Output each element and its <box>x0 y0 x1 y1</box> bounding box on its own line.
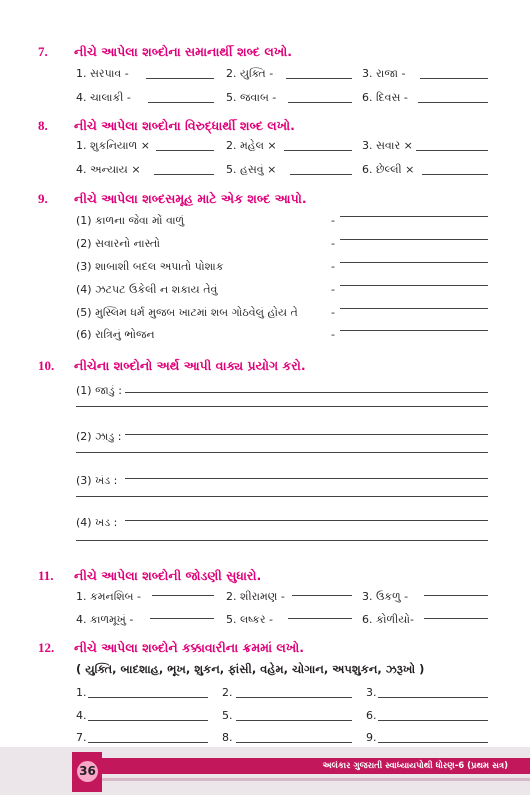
q7-item-3: 3. રાજા - <box>362 67 406 80</box>
q9-answer-line-2[interactable] <box>340 239 488 240</box>
q11-item-2: 2. શીરામણ - <box>226 590 285 603</box>
page-number: 36 <box>77 761 98 782</box>
q11-item-5: 5. લષ્કર - <box>226 613 273 626</box>
q10-answer-line-1a[interactable] <box>125 392 488 393</box>
q12-answer-line-8[interactable] <box>236 742 352 743</box>
question-10-number: 10. <box>38 358 55 373</box>
q10-word-3: (3) ખંડ : <box>76 474 118 487</box>
q9-dash-5: - <box>331 306 335 319</box>
q10-answer-line-4b[interactable] <box>76 540 488 541</box>
q12-slot-label-4: 4. <box>76 709 87 722</box>
question-10-title: નીચેના શબ્દોનો અર્થ આપી વાક્ય પ્રયોગ કરો. <box>74 358 306 373</box>
q7-answer-line-2[interactable] <box>286 78 352 79</box>
q7-item-2: 2. યુક્તિ - <box>226 67 274 80</box>
q12-answer-line-2[interactable] <box>236 697 352 698</box>
q8-item-4: 4. અન્યાય × <box>76 163 141 176</box>
footer-book-title: અલંકાર ગુજરાતી સ્વાધ્યાયપોથી ધોરણ-6 (પ્રથમ સત્ર) <box>322 761 508 771</box>
q8-answer-line-6[interactable] <box>422 174 488 175</box>
question-7-number: 7. <box>38 44 48 59</box>
q8-answer-line-3[interactable] <box>416 150 488 151</box>
q10-word-1: (1) જાડું : <box>76 384 122 397</box>
question-9-title: નીચે આપેલા શબ્દસમૂહ માટે એક શબ્દ આપો. <box>74 191 307 206</box>
q12-answer-line-6[interactable] <box>378 720 488 721</box>
question-12-title: નીચે આપેલા શબ્દોને કક્કાવારીના ક્રમમાં લખો. <box>74 640 304 655</box>
q9-answer-line-6[interactable] <box>340 330 488 331</box>
q9-dash-6: - <box>331 328 335 341</box>
q12-slot-label-3: 3. <box>366 686 377 699</box>
q7-answer-line-1[interactable] <box>146 78 214 79</box>
q10-word-4: (4) ખડ : <box>76 516 118 529</box>
q11-answer-line-3[interactable] <box>424 595 488 596</box>
q9-answer-line-3[interactable] <box>340 262 488 263</box>
question-11-title: નીચે આપેલા શબ્દોની જોડણી સુધારો. <box>74 568 262 583</box>
q11-item-1: 1. કમનશિબ - <box>76 590 141 603</box>
q9-answer-line-4[interactable] <box>340 285 488 286</box>
q9-phrase-4: (4) ઝટપટ ઉકેલી ન શકાય તેવું <box>76 283 218 296</box>
q12-answer-line-9[interactable] <box>378 742 488 743</box>
q12-slot-label-8: 8. <box>222 731 233 744</box>
q12-slot-label-1: 1. <box>76 686 87 699</box>
q11-item-3: 3. ઉકળુ - <box>362 590 409 603</box>
q8-answer-line-5[interactable] <box>290 174 352 175</box>
q12-slot-label-5: 5. <box>222 709 233 722</box>
question-8-number: 8. <box>38 118 48 133</box>
q8-item-2: 2. મહેલ × <box>226 139 277 152</box>
question-12-number: 12. <box>38 640 55 655</box>
q12-slot-label-7: 7. <box>76 731 87 744</box>
question-9-number: 9. <box>38 191 48 206</box>
q9-dash-4: - <box>331 283 335 296</box>
q11-answer-line-4[interactable] <box>150 618 214 619</box>
q11-item-6: 6. કોળીયો- <box>362 613 414 626</box>
q7-answer-line-5[interactable] <box>288 102 352 103</box>
q12-slot-label-9: 9. <box>366 731 377 744</box>
q8-answer-line-1[interactable] <box>156 150 214 151</box>
q10-answer-line-3a[interactable] <box>125 478 488 479</box>
q10-answer-line-2b[interactable] <box>76 452 488 453</box>
q11-answer-line-6[interactable] <box>424 618 488 619</box>
footer-divider <box>95 778 530 781</box>
q9-phrase-3: (3) શાબાશી બદલ અપાતો પોશાક <box>76 260 224 273</box>
q7-answer-line-6[interactable] <box>418 102 488 103</box>
q10-word-2: (2) ઝાડુ : <box>76 430 122 443</box>
q7-item-5: 5. જવાબ - <box>226 91 277 104</box>
q9-phrase-2: (2) સવારનો નાસ્તો <box>76 237 161 250</box>
q9-phrase-5: (5) મુસ્લિમ ધર્મ મુજબ ખાટમાં શબ ગોઠવેલું હોય તે <box>76 306 298 319</box>
q10-answer-line-4a[interactable] <box>125 520 488 521</box>
q12-slot-label-2: 2. <box>222 686 233 699</box>
q9-phrase-6: (6) રાત્રિનું ભોજન <box>76 328 155 341</box>
q9-answer-line-5[interactable] <box>340 308 488 309</box>
q8-item-5: 5. હસવું × <box>226 163 277 176</box>
q11-answer-line-5[interactable] <box>288 618 352 619</box>
q11-item-4: 4. કાળમૂખું - <box>76 613 134 626</box>
question-8-title: નીચે આપેલા શબ્દોના વિરુદ્ધાર્થી શબ્દ લખો. <box>74 118 295 133</box>
q8-answer-line-4[interactable] <box>154 174 214 175</box>
question-7-title: નીચે આપેલા શબ્દોના સમાનાર્થી શબ્દ લખો. <box>74 44 292 59</box>
q9-dash-1: - <box>331 214 335 227</box>
q8-item-1: 1. શુકનિયાળ × <box>76 139 150 152</box>
q11-answer-line-2[interactable] <box>292 595 352 596</box>
q12-answer-line-7[interactable] <box>88 742 208 743</box>
q8-answer-line-2[interactable] <box>284 150 352 151</box>
q7-item-4: 4. ચાલાકી - <box>76 91 131 104</box>
q12-answer-line-3[interactable] <box>378 697 488 698</box>
question-11-number: 11. <box>38 568 54 583</box>
q8-item-6: 6. છેલ્લી × <box>362 163 415 176</box>
q10-answer-line-3b[interactable] <box>76 496 488 497</box>
q7-item-6: 6. દિવસ - <box>362 91 408 104</box>
q9-dash-2: - <box>331 237 335 250</box>
q8-item-3: 3. સવાર × <box>362 139 413 152</box>
q12-answer-line-5[interactable] <box>236 720 352 721</box>
q12-answer-line-1[interactable] <box>88 697 208 698</box>
q7-answer-line-4[interactable] <box>148 102 214 103</box>
q9-phrase-1: (1) કાળના જેવા મોં વાળું <box>76 214 185 227</box>
q9-dash-3: - <box>331 260 335 273</box>
q10-answer-line-1b[interactable] <box>76 406 488 407</box>
q7-answer-line-3[interactable] <box>420 78 488 79</box>
q7-item-1: 1. સરપાવ - <box>76 67 129 80</box>
q11-answer-line-1[interactable] <box>152 595 214 596</box>
q10-answer-line-2a[interactable] <box>125 434 488 435</box>
q12-word-list: ( યુક્તિ, બાદશાહ, ભૂખ, શુકન, ફાંસી, વહેમ, ચોગાન, અપશુકન, ઝરૂખો ) <box>76 662 425 676</box>
q9-answer-line-1[interactable] <box>340 216 488 217</box>
q12-slot-label-6: 6. <box>366 709 377 722</box>
q12-answer-line-4[interactable] <box>88 720 208 721</box>
